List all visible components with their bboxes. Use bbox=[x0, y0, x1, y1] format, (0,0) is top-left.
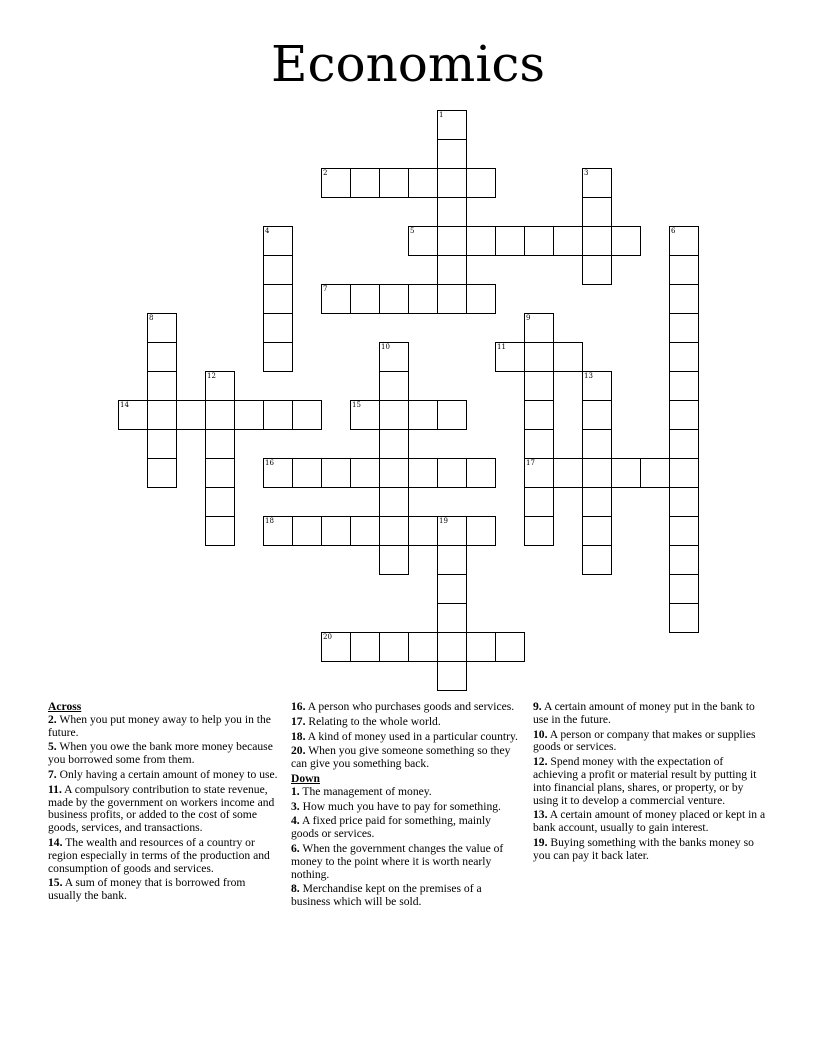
grid-cell[interactable] bbox=[379, 284, 409, 314]
grid-cell[interactable] bbox=[437, 168, 467, 198]
grid-cell[interactable] bbox=[437, 400, 467, 430]
grid-cell[interactable] bbox=[118, 400, 148, 430]
clue-item-text: A sum of money that is borrowed from usually the bank. bbox=[48, 876, 246, 903]
grid-cell[interactable] bbox=[466, 284, 496, 314]
clue-number: 1 bbox=[439, 111, 444, 119]
grid-cell[interactable] bbox=[234, 400, 264, 430]
grid-cell[interactable] bbox=[350, 168, 380, 198]
grid-cell[interactable] bbox=[263, 284, 293, 314]
grid-cell[interactable] bbox=[263, 458, 293, 488]
grid-cell[interactable] bbox=[669, 342, 699, 372]
grid-cell[interactable] bbox=[437, 284, 467, 314]
clue-item bbox=[48, 837, 280, 875]
grid-cell[interactable] bbox=[669, 313, 699, 343]
grid-cell[interactable] bbox=[437, 516, 467, 546]
clue-number: 17 bbox=[526, 459, 535, 467]
grid-cell[interactable] bbox=[408, 226, 438, 256]
clue-item-text: A kind of money used in a particular country. bbox=[305, 729, 518, 743]
clue-item-text: A certain amount of money put in the bank to use in the future. bbox=[533, 700, 755, 726]
clue-item-text: Buying something with the banks money so you can pay it back later. bbox=[533, 835, 754, 862]
grid-cell[interactable] bbox=[437, 574, 467, 604]
grid-cell[interactable] bbox=[147, 371, 177, 401]
grid-cell[interactable] bbox=[408, 632, 438, 662]
clue-number: 8 bbox=[149, 314, 154, 322]
clue-item-text: The wealth and resources of a country or region especially in terms of the production and consumption of goods and services. bbox=[48, 835, 270, 875]
clues-column-2 bbox=[291, 701, 521, 911]
grid-cell[interactable] bbox=[321, 458, 351, 488]
clue-item-number: 10. bbox=[533, 727, 548, 741]
clue-item bbox=[48, 714, 280, 740]
grid-cell[interactable] bbox=[582, 429, 612, 459]
grid-cell[interactable] bbox=[437, 197, 467, 227]
grid-cell[interactable] bbox=[263, 255, 293, 285]
grid-cell[interactable] bbox=[611, 226, 641, 256]
clue-item-text: A fixed price paid for something, mainly goods or services. bbox=[291, 814, 491, 841]
clue-item-text: When you give someone something so they can give you something back. bbox=[291, 744, 511, 771]
grid-cell[interactable] bbox=[379, 168, 409, 198]
grid-cell[interactable] bbox=[379, 458, 409, 488]
clue-item bbox=[291, 701, 521, 714]
grid-cell[interactable] bbox=[176, 400, 206, 430]
grid-cell[interactable] bbox=[669, 429, 699, 459]
grid-cell[interactable] bbox=[553, 226, 583, 256]
grid-cell[interactable] bbox=[379, 429, 409, 459]
grid-cell[interactable] bbox=[321, 168, 351, 198]
clue-number: 15 bbox=[352, 401, 361, 409]
grid-cell[interactable] bbox=[292, 458, 322, 488]
grid-cell[interactable] bbox=[669, 284, 699, 314]
clue-item bbox=[533, 809, 767, 835]
grid-cell[interactable] bbox=[669, 487, 699, 517]
grid-cell[interactable] bbox=[669, 371, 699, 401]
grid-cell[interactable] bbox=[379, 487, 409, 517]
across-heading: Across bbox=[48, 700, 82, 713]
clue-item-number: 20. bbox=[291, 744, 306, 758]
grid-cell[interactable] bbox=[437, 255, 467, 285]
grid-cell[interactable] bbox=[379, 342, 409, 372]
grid-cell[interactable] bbox=[437, 110, 467, 140]
grid-cell[interactable] bbox=[437, 603, 467, 633]
down-clues-list bbox=[291, 786, 521, 909]
grid-cell[interactable] bbox=[408, 284, 438, 314]
clue-number: 9 bbox=[526, 314, 531, 322]
clue-item-text: A person or company that makes or supplies goods or services. bbox=[533, 727, 756, 754]
page-title: Economics bbox=[271, 35, 545, 93]
clue-item bbox=[48, 877, 280, 903]
across-clues-list-cont bbox=[291, 701, 521, 771]
grid-cell[interactable] bbox=[669, 226, 699, 256]
clue-item-number: 1. bbox=[291, 784, 300, 798]
clue-item bbox=[291, 716, 521, 729]
down-heading: Down bbox=[291, 771, 320, 785]
grid-cell[interactable] bbox=[582, 197, 612, 227]
clue-item-number: 2. bbox=[48, 712, 57, 726]
clue-item-text: The management of money. bbox=[299, 784, 432, 798]
grid-cell[interactable] bbox=[205, 458, 235, 488]
grid-cell[interactable] bbox=[379, 371, 409, 401]
grid-cell[interactable] bbox=[379, 545, 409, 575]
grid-cell[interactable] bbox=[321, 632, 351, 662]
clue-item-text: Spend money with the expectation of achieving a profit or material result by putting it into financial plans, shares, or property, or by using it to develop a commercial venture. bbox=[533, 755, 757, 807]
grid-cell[interactable] bbox=[466, 168, 496, 198]
clue-item bbox=[533, 756, 767, 807]
clue-item-number: 16. bbox=[291, 700, 306, 713]
clue-item-text: Merchandise kept on the premises of a business which will be sold. bbox=[291, 882, 482, 909]
clue-item bbox=[48, 784, 280, 835]
clue-item-text: A person who purchases goods and services. bbox=[305, 700, 515, 713]
grid-cell[interactable] bbox=[495, 632, 525, 662]
grid-cell[interactable] bbox=[263, 342, 293, 372]
clue-item bbox=[291, 843, 521, 881]
clue-item bbox=[533, 837, 767, 863]
grid-cell[interactable] bbox=[379, 632, 409, 662]
clue-number: 13 bbox=[584, 372, 593, 380]
grid-cell[interactable] bbox=[408, 168, 438, 198]
clue-item bbox=[48, 769, 280, 782]
grid-cell[interactable] bbox=[582, 458, 612, 488]
clue-number: 18 bbox=[265, 517, 274, 525]
grid-cell[interactable] bbox=[669, 545, 699, 575]
clue-number: 20 bbox=[323, 633, 332, 641]
grid-cell[interactable] bbox=[147, 342, 177, 372]
clue-item-number: 14. bbox=[48, 835, 63, 849]
grid-cell[interactable] bbox=[524, 516, 554, 546]
clue-item-number: 8. bbox=[291, 882, 300, 896]
clue-number: 4 bbox=[265, 227, 270, 235]
clue-item-number: 9. bbox=[533, 700, 542, 713]
clue-item-text: A certain amount of money placed or kept in a bank account, usually to gain interest. bbox=[533, 808, 766, 835]
grid-cell[interactable] bbox=[263, 516, 293, 546]
grid-cell[interactable] bbox=[582, 400, 612, 430]
grid-cell[interactable] bbox=[205, 400, 235, 430]
clue-item-number: 7. bbox=[48, 767, 57, 781]
grid-cell[interactable] bbox=[495, 342, 525, 372]
clue-item-text: When the government changes the value of money to the point where it is worth nearly nothing. bbox=[291, 841, 504, 881]
clue-number: 6 bbox=[671, 227, 676, 235]
clue-item-number: 5. bbox=[48, 740, 57, 754]
across-clues-list bbox=[48, 714, 280, 903]
clue-number: 14 bbox=[120, 401, 129, 409]
grid-cell[interactable] bbox=[437, 632, 467, 662]
grid-cell[interactable] bbox=[147, 313, 177, 343]
clue-number: 10 bbox=[381, 343, 390, 351]
clue-item-number: 13. bbox=[533, 808, 548, 822]
clue-item bbox=[533, 701, 767, 727]
grid-cell[interactable] bbox=[147, 429, 177, 459]
grid-cell[interactable] bbox=[263, 313, 293, 343]
clue-item-number: 15. bbox=[48, 876, 63, 890]
grid-cell[interactable] bbox=[263, 400, 293, 430]
grid-cell[interactable] bbox=[582, 226, 612, 256]
clue-number: 3 bbox=[584, 169, 589, 177]
clue-item-text: Relating to the whole world. bbox=[305, 714, 441, 728]
grid-cell[interactable] bbox=[524, 429, 554, 459]
grid-cell[interactable] bbox=[669, 603, 699, 633]
grid-cell[interactable] bbox=[350, 400, 380, 430]
clue-item bbox=[291, 815, 521, 841]
grid-cell[interactable] bbox=[524, 342, 554, 372]
grid-cell[interactable] bbox=[582, 255, 612, 285]
grid-cell[interactable] bbox=[611, 458, 641, 488]
grid-cell[interactable] bbox=[553, 458, 583, 488]
grid-cell[interactable] bbox=[205, 429, 235, 459]
grid-cell[interactable] bbox=[524, 487, 554, 517]
grid-cell[interactable] bbox=[350, 632, 380, 662]
grid-cell[interactable] bbox=[466, 458, 496, 488]
clue-item bbox=[291, 883, 521, 909]
grid-cell[interactable] bbox=[321, 284, 351, 314]
grid-cell[interactable] bbox=[582, 516, 612, 546]
grid-cell[interactable] bbox=[582, 487, 612, 517]
grid-cell[interactable] bbox=[292, 400, 322, 430]
clue-number: 5 bbox=[410, 227, 415, 235]
clue-number: 19 bbox=[439, 517, 448, 525]
grid-cell[interactable] bbox=[437, 545, 467, 575]
grid-cell[interactable] bbox=[582, 168, 612, 198]
grid-cell[interactable] bbox=[669, 516, 699, 546]
clue-number: 12 bbox=[207, 372, 216, 380]
clue-item-number: 3. bbox=[291, 799, 300, 813]
grid-cell[interactable] bbox=[437, 661, 467, 691]
clue-item-number: 4. bbox=[291, 814, 300, 828]
clue-item-number: 17. bbox=[291, 714, 306, 728]
grid-cell[interactable] bbox=[524, 400, 554, 430]
grid-cell[interactable] bbox=[147, 458, 177, 488]
grid-cell[interactable] bbox=[350, 458, 380, 488]
clues-column-1 bbox=[48, 701, 280, 905]
grid-cell[interactable] bbox=[350, 284, 380, 314]
clue-item bbox=[291, 745, 521, 771]
down-clues-list-cont bbox=[533, 701, 767, 863]
grid-cell[interactable] bbox=[524, 226, 554, 256]
grid-cell[interactable] bbox=[205, 487, 235, 517]
grid-cell[interactable] bbox=[379, 400, 409, 430]
clue-item-text: Only having a certain amount of money to use. bbox=[56, 767, 278, 781]
clue-item-text: A compulsory contribution to state revenue, made by the government on workers income and business profits, or added to the cost of some goods, services, and transactions. bbox=[48, 782, 275, 835]
grid-cell[interactable] bbox=[466, 226, 496, 256]
grid-cell[interactable] bbox=[379, 516, 409, 546]
grid-cell[interactable] bbox=[524, 458, 554, 488]
grid-cell[interactable] bbox=[669, 458, 699, 488]
grid-cell[interactable] bbox=[321, 516, 351, 546]
clue-number: 11 bbox=[497, 343, 506, 351]
grid-cell[interactable] bbox=[582, 371, 612, 401]
grid-cell[interactable] bbox=[408, 458, 438, 488]
clue-item-number: 11. bbox=[48, 782, 62, 796]
grid-cell[interactable] bbox=[437, 226, 467, 256]
clue-item bbox=[533, 729, 767, 755]
grid-cell[interactable] bbox=[408, 400, 438, 430]
grid-cell[interactable] bbox=[495, 226, 525, 256]
clue-item-text: When you owe the bank more money because you borrowed some from them. bbox=[48, 740, 273, 767]
grid-cell[interactable] bbox=[205, 516, 235, 546]
grid-cell[interactable] bbox=[669, 400, 699, 430]
grid-cell[interactable] bbox=[582, 545, 612, 575]
grid-cell[interactable] bbox=[437, 139, 467, 169]
clue-number: 7 bbox=[323, 285, 328, 293]
grid-cell[interactable] bbox=[466, 516, 496, 546]
clue-number: 16 bbox=[265, 459, 274, 467]
grid-cell[interactable] bbox=[669, 255, 699, 285]
grid-cell[interactable] bbox=[263, 226, 293, 256]
grid-cell[interactable] bbox=[466, 632, 496, 662]
clue-item-number: 19. bbox=[533, 835, 548, 849]
clue-item-number: 12. bbox=[533, 755, 548, 769]
clue-number: 2 bbox=[323, 169, 328, 177]
clues-column-3 bbox=[533, 701, 767, 865]
clue-item bbox=[291, 786, 521, 799]
grid-cell[interactable] bbox=[437, 458, 467, 488]
grid-cell[interactable] bbox=[408, 516, 438, 546]
clue-item-text: When you put money away to help you in the future. bbox=[48, 712, 271, 739]
grid-cell[interactable] bbox=[553, 342, 583, 372]
grid-cell[interactable] bbox=[147, 400, 177, 430]
clue-item-text: How much you have to pay for something. bbox=[299, 799, 501, 813]
grid-cell[interactable] bbox=[524, 371, 554, 401]
grid-cell[interactable] bbox=[205, 371, 235, 401]
grid-cell[interactable] bbox=[640, 458, 670, 488]
clue-item bbox=[48, 741, 280, 767]
grid-cell[interactable] bbox=[292, 516, 322, 546]
clue-item-number: 18. bbox=[291, 729, 306, 743]
grid-cell[interactable] bbox=[524, 313, 554, 343]
clue-item bbox=[291, 731, 521, 744]
clue-item bbox=[291, 801, 521, 814]
grid-cell[interactable] bbox=[350, 516, 380, 546]
clue-item-number: 6. bbox=[291, 841, 300, 855]
grid-cell[interactable] bbox=[669, 574, 699, 604]
